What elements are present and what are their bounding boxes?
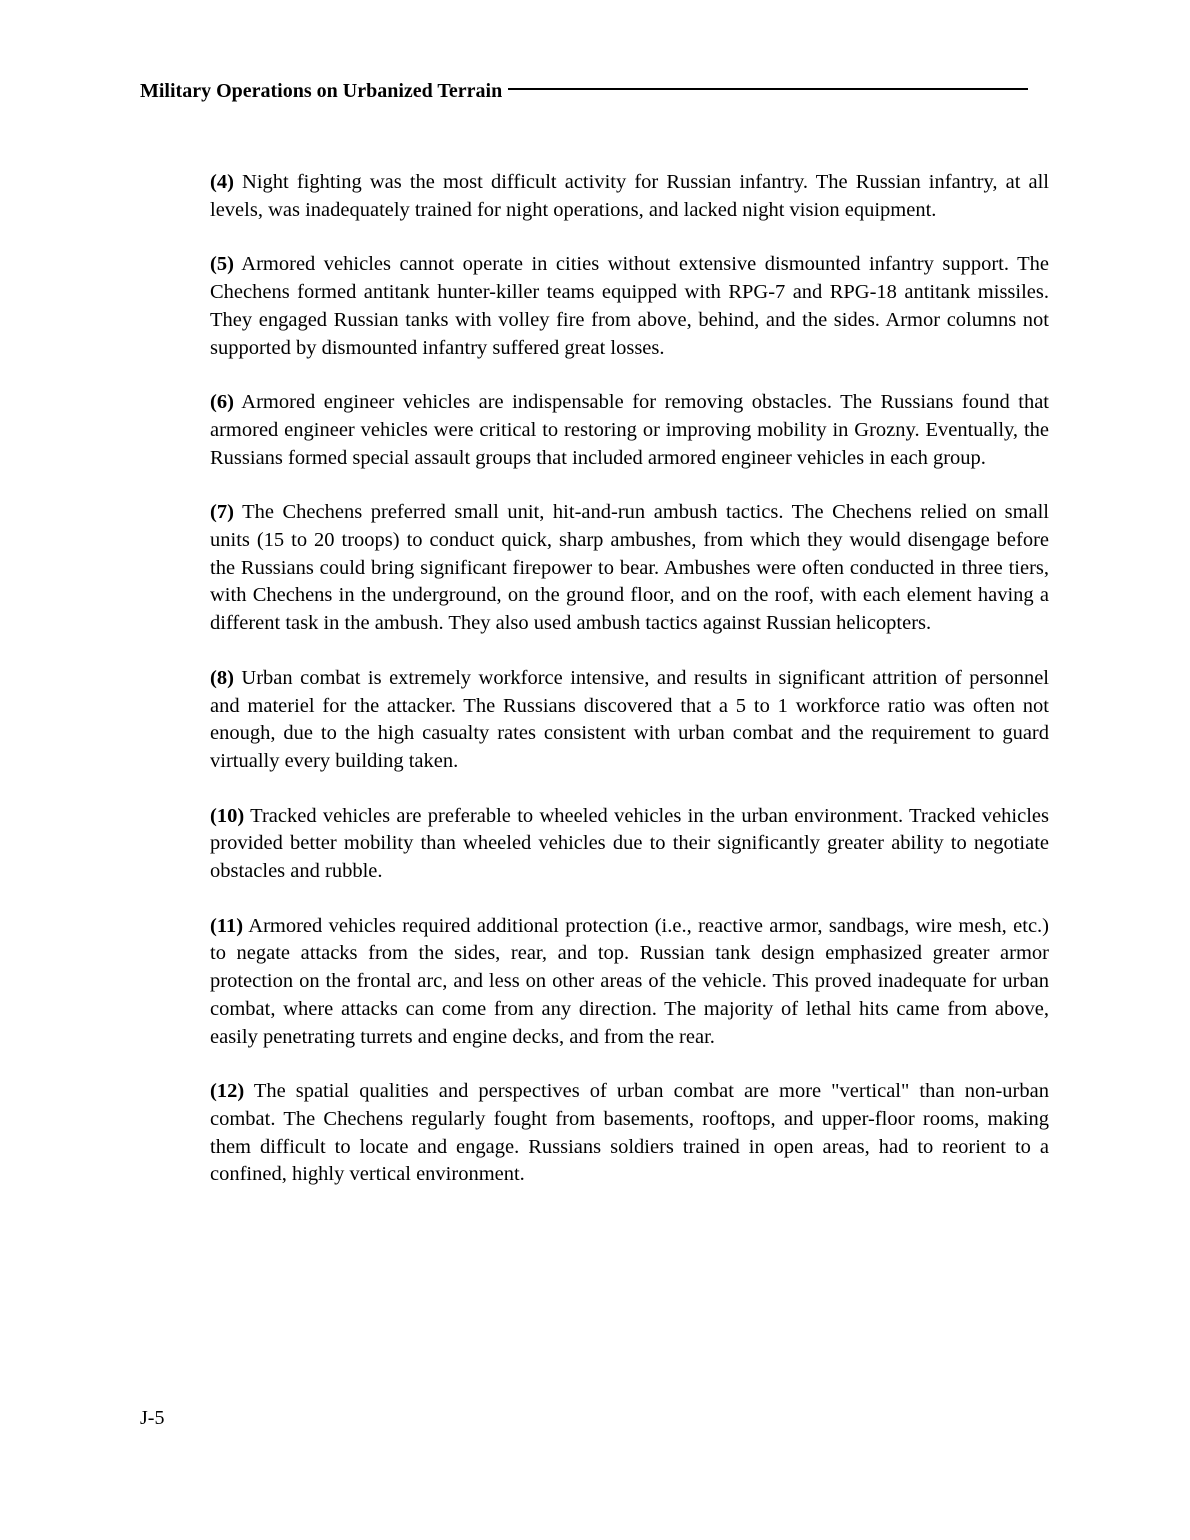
running-header — [140, 78, 1028, 104]
paragraph-number: (4) — [210, 171, 234, 193]
paragraph-8 — [210, 665, 1049, 776]
paragraph-text: Armored vehicles cannot operate in cities without extensive dismounted infantry support. The Chechens formed antitank hunter-killer teams equipped with RPG-7 and RPG-18 antitank missiles. They engaged Russian tanks with volley fire from above, behind, and the sides. Armor columns not supported by dismounted infantry suffered great losses. — [210, 253, 1050, 359]
header-rule — [508, 88, 1028, 90]
paragraph-number: (8) — [210, 666, 234, 689]
paragraph-number: (10) — [210, 804, 245, 827]
paragraph-text: Night fighting was the most difficult activity for Russian infantry. The Russian infantry, at all levels, was inadequately trained for night operations, and lacked night vision equipment. — [210, 171, 1049, 221]
paragraph-text: The spatial qualities and perspectives of urban combat are more "vertical" than non-urban combat. The Chechens regularly fought from basements, rooftops, and upper-floor rooms, making them difficult to locate and engage. Russians soldiers trained in open areas, had to reorient to a confined, highly vertical environment. — [210, 1080, 1049, 1186]
document-title: Military Operations on Urbanized Terrain — [140, 80, 503, 102]
paragraph-10 — [210, 803, 1049, 886]
paragraph-text: Armored vehicles required additional protection (i.e., reactive armor, sandbags, wire mesh, etc.) to negate attacks from the sides, rear, and top. Russian tank design emphasized greater armor protection on the frontal arc, and less on other areas of the vehicle. This proved inadequate for urban combat, where attacks can come from any direction. The majority of lethal hits came from above, easily penetrating turrets and engine decks, and from the rear. — [210, 914, 1049, 1048]
paragraph-7 — [210, 499, 1049, 638]
paragraph-4 — [210, 169, 1049, 224]
paragraph-text: Armored engineer vehicles are indispensable for removing obstacles. The Russians found that armored engineer vehicles were critical to restoring or improving mobility in Grozny. Eventually, the Russians formed special assault groups that included armored engineer vehicles in each group. — [210, 391, 1049, 469]
page-number: J-5 — [140, 1407, 165, 1429]
document-body — [210, 169, 1049, 1216]
paragraph-number: (7) — [210, 501, 234, 524]
paragraph-text: The Chechens preferred small unit, hit-and-run ambush tactics. The Chechens relied on small units (15 to 20 troops) to conduct quick, sharp ambushes, from which they would disengage before the Russians could bring significant firepower to bear. Ambushes were often conducted in three tiers, with Chechens in the underground, on the ground floor, and on the roof, with each element having a different task in the ambush. They also used ambush tactics against Russian helicopters. — [210, 501, 1049, 635]
paragraph-number: (5) — [210, 253, 234, 276]
paragraph-12 — [210, 1078, 1049, 1189]
paragraph-number: (6) — [210, 391, 234, 414]
paragraph-6 — [210, 389, 1049, 472]
paragraph-text: Tracked vehicles are preferable to wheeled vehicles in the urban environment. Tracked vehicles provided better mobility than wheeled vehicles due to their significantly greater ability to negotiate obstacles and rubble. — [210, 804, 1049, 883]
paragraph-5 — [210, 251, 1049, 362]
paragraph-text: Urban combat is extremely workforce intensive, and results in significant attrition of personnel and materiel for the attacker. The Russians discovered that a 5 to 1 workforce ratio was often not enough, due to the high casualty rates consistent with urban combat and the requirement to guard virtually every building taken. — [210, 666, 1049, 772]
paragraph-number: (12) — [210, 1080, 245, 1103]
paragraph-number: (11) — [210, 914, 244, 937]
paragraph-11 — [210, 913, 1049, 1052]
